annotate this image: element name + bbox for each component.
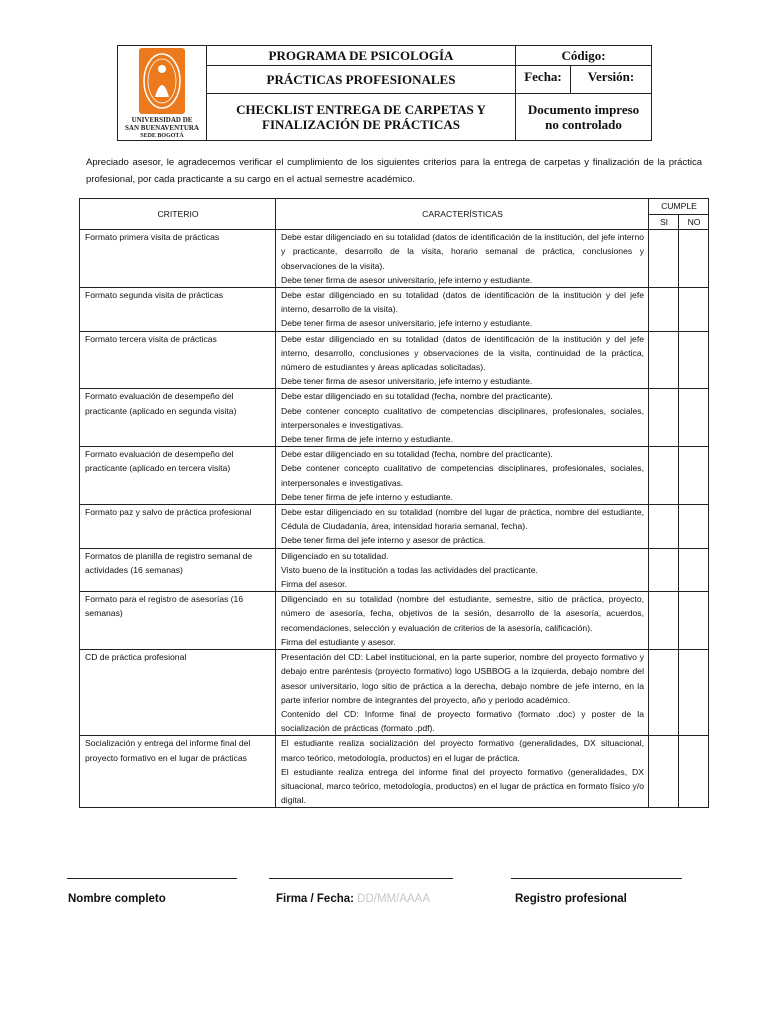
caracteristica-item: Visto bueno de la institución a todas las actividades del practicante.: [281, 564, 538, 575]
registro-label: Registro profesional: [515, 893, 627, 905]
signature-line-name: [67, 878, 237, 879]
caracteristica-item: Firma del asesor.: [281, 579, 347, 590]
table-row: [80, 230, 709, 288]
table-row: [80, 650, 709, 736]
criterio-cell: Formato para el registro de asesorías (16 semanas): [80, 592, 276, 650]
criterio-cell: Formato segunda visita de prácticas: [80, 288, 276, 332]
caracteristica-item: Debe estar diligenciado en su totalidad (datos de identificación de la institución y del jefe interno, desarrollo de la visita).: [281, 290, 644, 315]
fecha-label: Fecha:: [516, 66, 571, 94]
caracteristica-item: Diligenciado en su totalidad (nombre del estudiante, semestre, sitio de práctica, proyecto, número de asesoría, fecha, objetivos de la sesión, desarrollo de la asesoría, acuerdos, recomendaciones, selección y evaluación de criterios de la asesoría, calificación).: [281, 594, 644, 633]
col-header-no: NO: [679, 215, 709, 230]
cumple-si-checkbox[interactable]: [649, 230, 679, 288]
caracteristica-item: Debe tener firma de jefe interno y estudiante.: [281, 434, 453, 445]
signature-line-firma: [269, 878, 453, 879]
caracteristica-item: El estudiante realiza entrega del informe final del proyecto formativo (generalidades, DX situacional, marco teórico, metodología, productos) en el lugar de práctica en formato físico y/o digital.: [281, 766, 644, 806]
criterio-cell: Formato paz y salvo de práctica profesional: [80, 505, 276, 549]
caracteristicas-cell: [276, 736, 649, 808]
criterio-cell: Formato primera visita de prácticas: [80, 230, 276, 288]
caracteristica-item: Debe estar diligenciado en su totalidad (nombre del lugar de práctica, nombre del estudiante, Cédula de Ciudadanía, área, intensidad horaria semanal, fecha).: [281, 507, 644, 532]
cumple-no-checkbox[interactable]: [679, 505, 709, 549]
caracteristica-item: Debe tener firma de jefe interno y estudiante.: [281, 491, 453, 502]
caracteristica-item: Presentación del CD: Label institucional, en la parte superior, nombre del proyecto formativo y debajo entre paréntesis (proyecto formativo) logo USBBOG a la izquierda, debajo nombre del asesor universitario, logo sitio de práctica a la derecha, debajo nombre de jefe interno, en la parte inferior nombre de integrantes del proyecto, año y periodo académico.: [281, 652, 644, 705]
caracteristica-item: Debe tener firma de asesor universitario, jefe interno y estudiante.: [281, 376, 533, 387]
criterio-cell: Formato evaluación de desempeño del practicante (aplicado en tercera visita): [80, 447, 276, 505]
caracteristica-item: Debe tener firma del jefe interno y asesor de práctica.: [281, 535, 486, 546]
table-row: [80, 389, 709, 447]
caracteristica-item: Firma del estudiante y asesor.: [281, 636, 396, 647]
version-label: Versión:: [571, 66, 652, 94]
criterio-cell: Formatos de planilla de registro semanal de actividades (16 semanas): [80, 548, 276, 592]
table-row: [80, 331, 709, 389]
caracteristica-item: Debe estar diligenciado en su totalidad (datos de identificación de la institución y del jefe interno, desarrollo, conclusiones y observaciones de la visita, continuidad de la práctica, número de estudiantes y áreas aplicadas solicitadas).: [281, 333, 644, 373]
cumple-no-checkbox[interactable]: [679, 592, 709, 650]
cumple-no-checkbox[interactable]: [679, 230, 709, 288]
caracteristica-item: Contenido del CD: Informe final de proyecto formativo (formato .doc) y poster de la socialización de prácticas (formato .pdf).: [281, 708, 644, 734]
cumple-si-checkbox[interactable]: [649, 331, 679, 389]
caracteristicas-cell: [276, 288, 649, 332]
caracteristicas-cell: [276, 592, 649, 650]
caracteristica-item: Diligenciado en su totalidad.: [281, 550, 389, 561]
document-status: Documento impreso no controlado: [516, 94, 652, 141]
caracteristicas-cell: [276, 505, 649, 549]
caracteristicas-cell: [276, 331, 649, 389]
caracteristica-item: El estudiante realiza socialización del proyecto formativo (generalidades, DX situacional, marco teórico, metodología, productos) en el lugar de práctica.: [281, 738, 644, 763]
caracteristica-item: Debe tener firma de asesor universitario, jefe interno y estudiante.: [281, 318, 533, 329]
cumple-no-checkbox[interactable]: [679, 548, 709, 592]
cumple-si-checkbox[interactable]: [649, 389, 679, 447]
university-logo-cell: [118, 46, 207, 141]
cumple-no-checkbox[interactable]: [679, 736, 709, 808]
name-label: Nombre completo: [68, 893, 166, 905]
checklist-title: CHECKLIST ENTREGA DE CARPETAS Y FINALIZACIÓN DE PRÁCTICAS: [207, 94, 516, 141]
criterio-cell: Formato evaluación de desempeño del practicante (aplicado en segunda visita): [80, 389, 276, 447]
criterio-cell: Formato tercera visita de prácticas: [80, 331, 276, 389]
signature-line-registro: [511, 878, 682, 879]
intro-paragraph: Apreciado asesor, le agradecemos verificar el cumplimiento de los siguientes criterios para la entrega de carpetas y finalización de la práctica profesional, por cada practicante a su cargo en el actual semestre académico.: [86, 157, 702, 185]
table-row: [80, 548, 709, 592]
cumple-si-checkbox[interactable]: [649, 548, 679, 592]
document-header: [117, 45, 652, 141]
caracteristica-item: Debe estar diligenciado en su totalidad (datos de identificación de la institución, del jefe interno y practicante, desarrollo de la visita, horario semanal de práctica, conclusiones y observaciones de la visita).: [281, 232, 644, 271]
cumple-no-checkbox[interactable]: [679, 650, 709, 736]
col-header-caracteristicas: CARACTERÍSTICAS: [276, 199, 649, 230]
cumple-no-checkbox[interactable]: [679, 288, 709, 332]
caracteristicas-cell: [276, 548, 649, 592]
cumple-si-checkbox[interactable]: [649, 447, 679, 505]
table-row: [80, 736, 709, 808]
cumple-no-checkbox[interactable]: [679, 331, 709, 389]
caracteristica-item: Debe contener concepto cualitativo de competencias disciplinares, profesionales, sociales, interpersonales e investigativas.: [281, 463, 644, 488]
caracteristica-item: Debe contener concepto cualitativo de competencias disciplinares, profesionales, sociales, interpersonales e investigativas.: [281, 405, 644, 430]
cumple-no-checkbox[interactable]: [679, 389, 709, 447]
col-header-cumple: CUMPLE: [649, 199, 709, 215]
caracteristicas-cell: [276, 447, 649, 505]
caracteristica-item: Debe estar diligenciado en su totalidad (fecha, nombre del practicante).: [281, 449, 553, 460]
date-placeholder[interactable]: DD/MM/AAAA: [357, 893, 431, 905]
table-row: [80, 505, 709, 549]
codigo-label: Código:: [516, 46, 652, 66]
cumple-si-checkbox[interactable]: [649, 505, 679, 549]
caracteristica-item: Debe tener firma de asesor universitario, jefe interno y estudiante.: [281, 274, 533, 285]
criterio-cell: CD de práctica profesional: [80, 650, 276, 736]
cumple-no-checkbox[interactable]: [679, 447, 709, 505]
table-row: [80, 447, 709, 505]
program-title: PROGRAMA DE PSICOLOGÍA: [207, 46, 516, 66]
table-row: [80, 288, 709, 332]
table-row: [80, 592, 709, 650]
criterio-cell: Socialización y entrega del informe final del proyecto formativo en el lugar de prácticas: [80, 736, 276, 808]
practices-title: PRÁCTICAS PROFESIONALES: [207, 66, 516, 94]
caracteristica-item: Debe estar diligenciado en su totalidad (fecha, nombre del practicante).: [281, 391, 553, 402]
caracteristicas-cell: [276, 230, 649, 288]
checklist-table: [79, 198, 709, 808]
cumple-si-checkbox[interactable]: [649, 736, 679, 808]
university-name: UNIVERSIDAD DE SAN BUENAVENTURA SEDE BOGOTÁ: [125, 116, 199, 139]
cumple-si-checkbox[interactable]: [649, 288, 679, 332]
university-seal-icon: [139, 48, 185, 114]
col-header-si: SI: [649, 215, 679, 230]
cumple-si-checkbox[interactable]: [649, 592, 679, 650]
cumple-si-checkbox[interactable]: [649, 650, 679, 736]
caracteristicas-cell: [276, 389, 649, 447]
col-header-criterio: CRITERIO: [80, 199, 276, 230]
firma-fecha-label: Firma / Fecha: DD/MM/AAAA: [276, 893, 431, 905]
caracteristicas-cell: [276, 650, 649, 736]
